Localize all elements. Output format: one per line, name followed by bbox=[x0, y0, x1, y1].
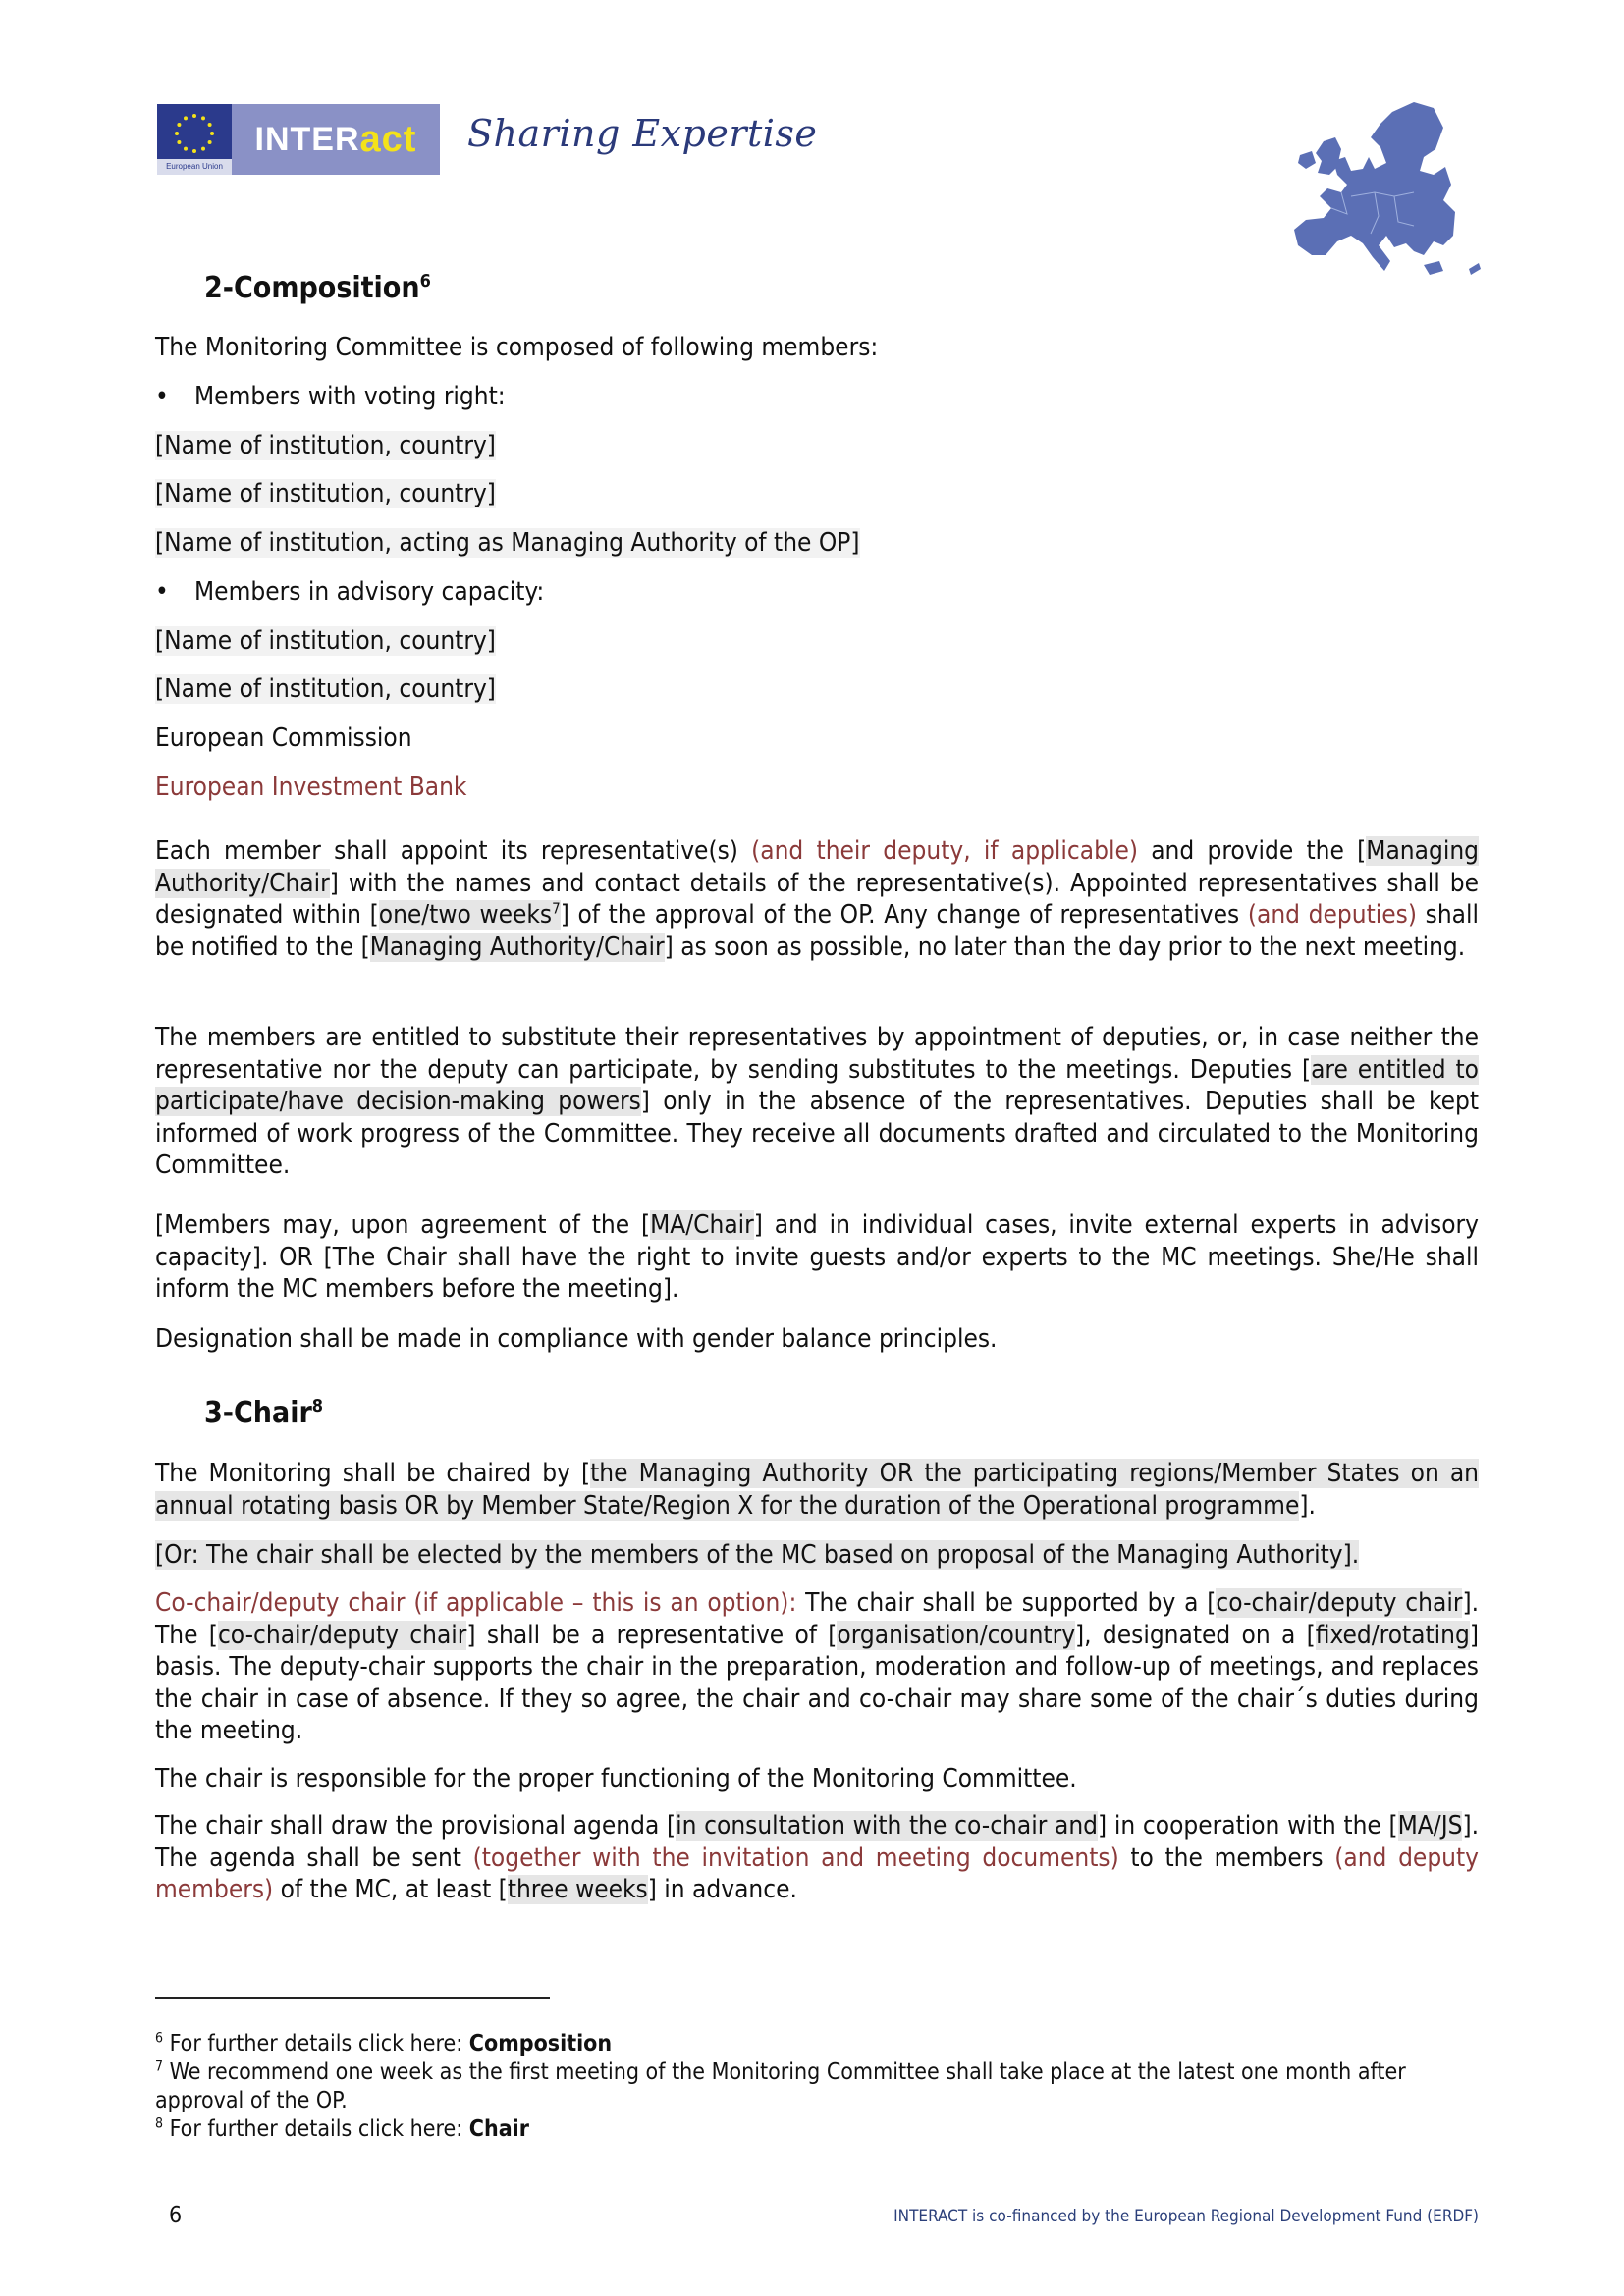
placeholder-field[interactable]: co-chair/deputy chair bbox=[217, 1620, 467, 1650]
advisory-member-item bbox=[155, 673, 496, 705]
placeholder-field[interactable]: in consultation with the co-chair and bbox=[676, 1811, 1099, 1841]
placeholder-field[interactable]: organisation/country bbox=[837, 1620, 1076, 1650]
advisory-member-item-optional: European Investment Bank bbox=[155, 773, 467, 802]
footnote-6 bbox=[155, 2030, 1490, 2058]
footnote-ref[interactable]: 7 bbox=[552, 899, 561, 918]
text-run: Each member shall appoint its representative(s) bbox=[155, 836, 752, 866]
advisory-member-item: European Commission bbox=[155, 723, 412, 753]
footnote-link-chair[interactable]: Chair bbox=[468, 2116, 529, 2142]
placeholder-field[interactable]: MA/Chair bbox=[650, 1210, 754, 1240]
placeholder-field[interactable]: are entitled to participate/have decision-making powers bbox=[155, 1054, 1479, 1116]
advisory-members-label bbox=[155, 576, 544, 608]
paragraph-chaired-by bbox=[155, 1458, 1479, 1522]
footnote-text: For further details click here: bbox=[169, 2116, 469, 2142]
footnote-separator bbox=[155, 1997, 550, 1999]
tagline: Sharing Expertise bbox=[467, 112, 818, 155]
placeholder-field[interactable]: co-chair/deputy chair bbox=[1216, 1588, 1463, 1618]
placeholder-text: one/two weeks bbox=[378, 900, 553, 930]
voting-members-label bbox=[155, 381, 506, 412]
paragraph-appointment bbox=[155, 835, 1479, 963]
optional-text: (and their deputy, if applicable) bbox=[751, 836, 1138, 866]
voting-member-item bbox=[155, 527, 860, 559]
text-run: ] of the approval of the OP. Any change of representatives bbox=[560, 900, 1248, 930]
section-title: 2-Composition bbox=[204, 271, 420, 305]
section-heading-chair bbox=[204, 1396, 323, 1430]
text-run: of the MC, at least [ bbox=[273, 1875, 508, 1904]
section-title: 3-Chair bbox=[204, 1396, 312, 1430]
footnote-number: 8 bbox=[155, 2115, 164, 2132]
text-run: The Monitoring shall be chaired by [ bbox=[155, 1459, 591, 1488]
paragraph-chair-elected bbox=[155, 1539, 1359, 1571]
eu-flag-icon bbox=[157, 104, 232, 175]
advisory-member-item bbox=[155, 625, 496, 657]
eu-stars-icon bbox=[171, 110, 218, 157]
interact-wordmark bbox=[232, 104, 440, 175]
text-run: ] in advance. bbox=[647, 1875, 797, 1904]
text-run: ] in cooperation with the [ bbox=[1098, 1811, 1398, 1841]
placeholder-field[interactable]: three weeks bbox=[507, 1875, 648, 1904]
footnote-link-composition[interactable]: Composition bbox=[468, 2031, 613, 2056]
section-heading-composition bbox=[204, 271, 431, 305]
optional-text: (and deputies) bbox=[1247, 900, 1417, 930]
interact-logo bbox=[157, 104, 440, 175]
footnote-text: We recommend one week as the first meeting of the Monitoring Committee shall take place at the latest one month after approval of the OP. bbox=[155, 2059, 1406, 2113]
paragraph-gender-balance: Designation shall be made in compliance with gender balance principles. bbox=[155, 1324, 998, 1354]
paragraph-experts bbox=[155, 1209, 1479, 1306]
paragraph-chair-responsible: The chair is responsible for the proper functioning of the Monitoring Committee. bbox=[155, 1764, 1077, 1793]
text-run: ]. The [ bbox=[155, 1588, 1479, 1650]
placeholder-field[interactable]: Managing Authority/Chair bbox=[369, 932, 665, 962]
optional-text: (and deputy members) bbox=[155, 1842, 1480, 1904]
text-run: ]. The agenda shall be sent bbox=[155, 1811, 1479, 1873]
footnote-ref[interactable]: 8 bbox=[311, 1396, 324, 1416]
paragraph-co-chair bbox=[155, 1587, 1479, 1747]
placeholder-field[interactable]: MA/JS bbox=[1397, 1811, 1463, 1841]
footnote-number: 6 bbox=[155, 2030, 164, 2047]
text-run: ] as soon as possible, no later than the day prior to the next meeting. bbox=[664, 932, 1466, 962]
footnote-ref[interactable]: 6 bbox=[419, 271, 431, 292]
placeholder-field[interactable] bbox=[379, 900, 561, 930]
voting-member-item bbox=[155, 478, 496, 509]
brand-part-1: INTER bbox=[254, 120, 360, 158]
text-run: ] and in individual cases, invite external experts in advisory capacity]. OR [The Chair shall have the right to invite guests and/or experts to the MC meetings. She/He shall inform the MC members before the meeting]. bbox=[155, 1210, 1479, 1304]
text-run: The chair shall be supported by a [ bbox=[796, 1588, 1217, 1618]
optional-text: Co-chair/deputy chair (if applicable – this is an option): bbox=[155, 1588, 797, 1618]
footnote-8 bbox=[155, 2115, 1490, 2144]
text-run: ] with the names and contact details of the representative(s). Appointed representatives shall be designated within [ bbox=[155, 868, 1479, 930]
placeholder-field[interactable]: Managing Authority/Chair bbox=[155, 836, 1479, 898]
placeholder-field[interactable]: [Name of institution, country] bbox=[155, 479, 496, 508]
composition-intro: The Monitoring Committee is composed of following members: bbox=[155, 333, 879, 362]
text-run: The members are entitled to substitute their representatives by appointment of deputies, or, in case neither the representative nor the deputy can participate, by sending substitutes to the meetings. Deputies [ bbox=[155, 1023, 1479, 1085]
text-run: shall be notified to the [ bbox=[155, 900, 1479, 962]
placeholder-field[interactable]: [Name of institution, country] bbox=[155, 431, 496, 460]
bullet-text: Members with voting right: bbox=[194, 382, 506, 411]
text-run: ] basis. The deputy-chair supports the chair in the preparation, moderation and follow-up of meetings, and replaces the chair in case of absence. If they so agree, the chair and co-chair may share some of the chair´s duties during the meeting. bbox=[155, 1620, 1479, 1745]
europe-map-icon bbox=[1276, 98, 1483, 285]
page-number: 6 bbox=[169, 2203, 183, 2228]
footnote-number: 7 bbox=[155, 2058, 164, 2075]
placeholder-field[interactable]: the Managing Authority OR the participating regions/Member States on an annual rotating basis OR by Member State/Region X for the duration of the Operational programme bbox=[155, 1459, 1479, 1521]
bullet-icon: • bbox=[155, 382, 169, 411]
placeholder-field[interactable]: [Name of institution, country] bbox=[155, 626, 496, 656]
optional-text: (together with the invitation and meeting documents) bbox=[472, 1842, 1119, 1873]
text-run: [Members may, upon agreement of the [ bbox=[155, 1210, 651, 1240]
text-run: The chair shall draw the provisional agenda [ bbox=[155, 1811, 677, 1841]
placeholder-field[interactable]: [Name of institution, country] bbox=[155, 674, 496, 704]
text-run: ] shall be a representative of [ bbox=[466, 1620, 838, 1650]
footnote-text: For further details click here: bbox=[169, 2031, 469, 2056]
brand-part-2: act bbox=[359, 118, 417, 160]
text-run: ] only in the absence of the representatives. Deputies shall be kept informed of work progress of the Committee. They receive all documents drafted and circulated to the Monitoring Committee. bbox=[155, 1087, 1480, 1180]
paragraph-deputies bbox=[155, 1022, 1479, 1182]
text-run: ], designated on a [ bbox=[1075, 1620, 1316, 1650]
placeholder-field[interactable]: [Name of institution, acting as Managing Authority of the OP] bbox=[155, 528, 860, 558]
voting-member-item bbox=[155, 430, 496, 461]
text-run: ]. bbox=[1299, 1490, 1316, 1521]
footer-credit: INTERACT is co-financed by the European Regional Development Fund (ERDF) bbox=[893, 2207, 1479, 2226]
placeholder-field[interactable]: [Or: The chair shall be elected by the members of the MC based on proposal of the Managing Authority]. bbox=[155, 1540, 1360, 1570]
footnote-7 bbox=[155, 2058, 1490, 2115]
bullet-icon: • bbox=[155, 577, 169, 607]
eu-label: European Union bbox=[157, 159, 232, 175]
placeholder-field[interactable]: fixed/rotating bbox=[1315, 1620, 1470, 1650]
bullet-text: Members in advisory capacity: bbox=[194, 577, 545, 607]
text-run: and provide the [ bbox=[1137, 836, 1367, 866]
text-run: to the members bbox=[1118, 1842, 1335, 1873]
paragraph-agenda bbox=[155, 1810, 1479, 1906]
